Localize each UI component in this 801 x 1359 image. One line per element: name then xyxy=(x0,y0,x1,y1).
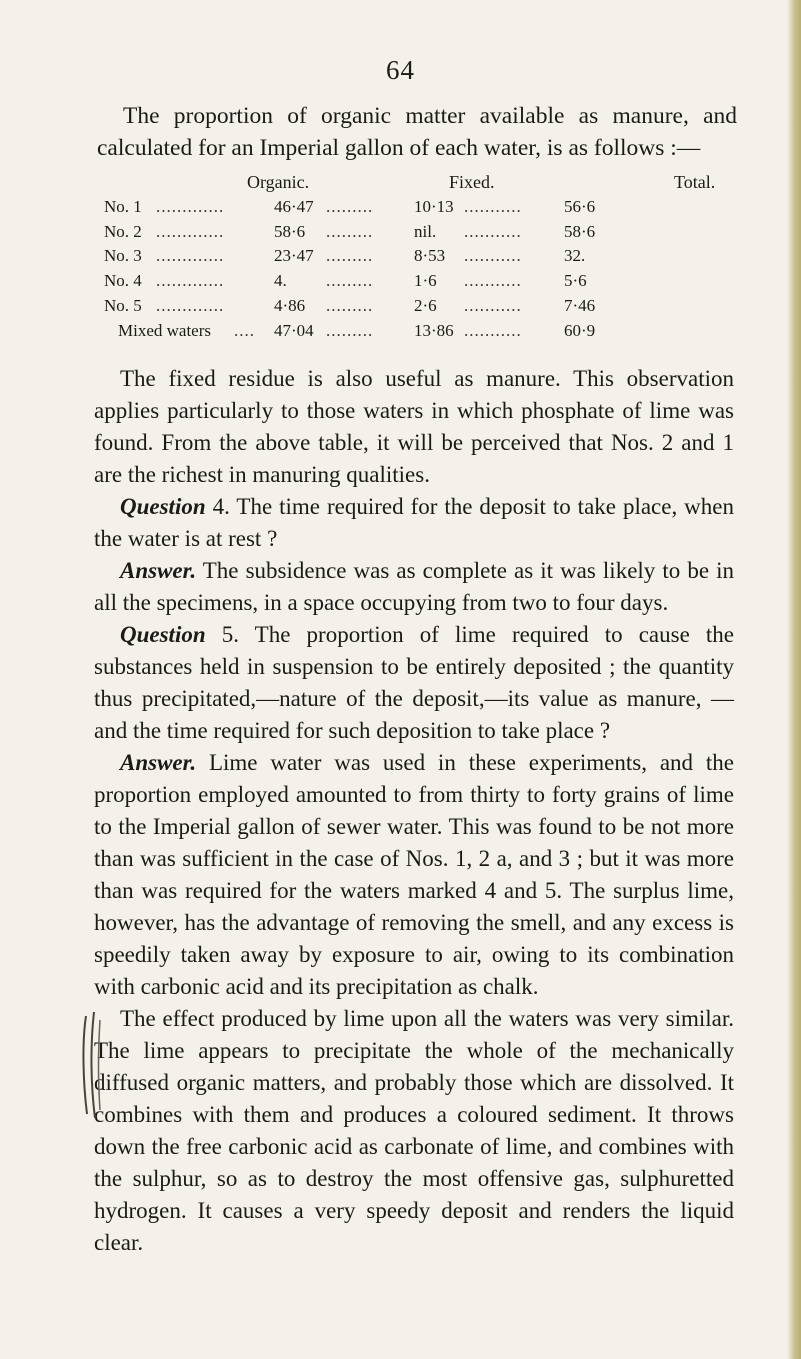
answer-label: Answer. xyxy=(120,558,197,583)
table-row xyxy=(94,195,734,220)
leader-dots: ......... xyxy=(326,271,374,291)
total-value: 58·6 xyxy=(564,221,596,241)
organic-value: 58·6 xyxy=(274,221,306,241)
row-label: No. 5 xyxy=(104,295,142,315)
binding-thread-mark xyxy=(80,1012,104,1118)
leader-dots: ........... xyxy=(464,271,522,291)
body-text xyxy=(94,363,734,1259)
answer-4 xyxy=(94,555,734,619)
table-row xyxy=(94,269,734,294)
row-label: No. 2 xyxy=(104,221,142,241)
question-text: 5. The proportion of lime required to cause the substances held in suspension to be entirely deposited ; the quantity thus precipitated,—nature of the deposit,—its value as manure, —and the time required for such deposition to take place ? xyxy=(94,622,734,743)
leader-dots: ......... xyxy=(326,246,374,266)
organic-value: 4·86 xyxy=(274,295,306,315)
leader-dots: ......... xyxy=(326,295,374,315)
leader-dots: ......... xyxy=(326,221,374,241)
total-value: 32. xyxy=(564,246,586,266)
leader-dots: ........... xyxy=(464,320,522,340)
total-value: 5·6 xyxy=(564,271,587,291)
page-edge-shadow xyxy=(787,0,801,1359)
fixed-value: 1·6 xyxy=(414,271,437,291)
leader-dots: ........... xyxy=(464,196,522,216)
table-row xyxy=(94,220,734,245)
answer-text: Lime water was used in these experiments, and the proportion employed amounted to from thirty to forty grains of lime to the Imperial gallon of sewer water. This was found to be not more than was sufficient in the case of Nos. 1, 2 a, and 3 ; but it was more than was required for the waters marked 4 and 5. The surplus lime, however, has the advantage of removing the smell, and any excess is speedily taken away by exposure to air, owing to its combination with carbonic acid and its precipitation as chalk. xyxy=(94,750,734,999)
leader-dots: ............. xyxy=(156,221,225,241)
row-label: No. 4 xyxy=(104,271,142,291)
answer-5 xyxy=(94,747,734,1003)
row-label: No. 3 xyxy=(104,246,142,266)
question-label: Question xyxy=(120,622,206,647)
leader-dots: ........... xyxy=(464,246,522,266)
fixed-value: 13·86 xyxy=(414,320,454,340)
intro-paragraph: The proportion of organic matter available as manure, and calculated for an Imperial gallon of each water, is as follows :— xyxy=(97,103,737,161)
question-label: Question xyxy=(120,494,206,519)
organic-value: 46·47 xyxy=(274,196,314,216)
row-label: Mixed waters xyxy=(118,320,212,340)
table-header-row xyxy=(94,170,734,195)
leader-dots: ......... xyxy=(326,196,374,216)
organic-matter-table xyxy=(94,170,734,344)
leader-dots: ............. xyxy=(156,196,225,216)
total-value: 56·6 xyxy=(564,196,596,216)
leader-dots: ......... xyxy=(326,320,374,340)
leader-dots: ............. xyxy=(156,271,225,291)
leader-dots: ............. xyxy=(156,295,225,315)
paragraph-fixed-residue: The fixed residue is also useful as manure. This observation applies particularly to those waters in which phosphate of lime was found. From the above table, it will be perceived that Nos. 2 and 1 are the richest in manuring qualities. xyxy=(94,366,734,487)
header-total: Total. xyxy=(674,172,716,192)
total-value: 7·46 xyxy=(564,295,596,315)
leader-dots: ........... xyxy=(464,221,522,241)
table-row xyxy=(94,319,734,344)
leader-dots: ........... xyxy=(464,295,522,315)
row-label: No. 1 xyxy=(104,196,142,216)
fixed-value: 8·53 xyxy=(414,246,446,266)
table-row xyxy=(94,244,734,269)
leader-dots: .... xyxy=(234,320,255,340)
fixed-value: 2·6 xyxy=(414,295,437,315)
answer-label: Answer. xyxy=(120,750,197,775)
fixed-value: nil. xyxy=(414,221,437,241)
leader-dots: ............. xyxy=(156,246,225,266)
organic-value: 47·04 xyxy=(274,320,314,340)
question-4 xyxy=(94,491,734,555)
organic-value: 23·47 xyxy=(274,246,314,266)
paragraph-lime-effect: The effect produced by lime upon all the waters was very similar. The lime appears to precipitate the whole of the mechanically diffused organic matters, and probably those which are dissolved. It combines with them and produces a coloured sediment. It throws down the free carbonic acid as carbonate of lime, and combines with the sulphur, so as to destroy the most offensive gas, sulphuretted hydrogen. It causes a very speedy deposit and renders the liquid clear. xyxy=(94,1006,734,1255)
header-organic: Organic. xyxy=(247,172,310,192)
fixed-value: 10·13 xyxy=(414,196,454,216)
organic-value: 4. xyxy=(274,271,287,291)
answer-text: The subsidence was as complete as it was likely to be in all the specimens, in a space occupying from two to four days. xyxy=(94,558,734,615)
question-5 xyxy=(94,619,734,747)
table-row xyxy=(94,294,734,319)
total-value: 60·9 xyxy=(564,320,596,340)
header-fixed: Fixed. xyxy=(449,172,495,192)
question-text: 4. The time required for the deposit to take place, when the water is at rest ? xyxy=(94,494,734,551)
page-number: 64 xyxy=(386,55,415,85)
